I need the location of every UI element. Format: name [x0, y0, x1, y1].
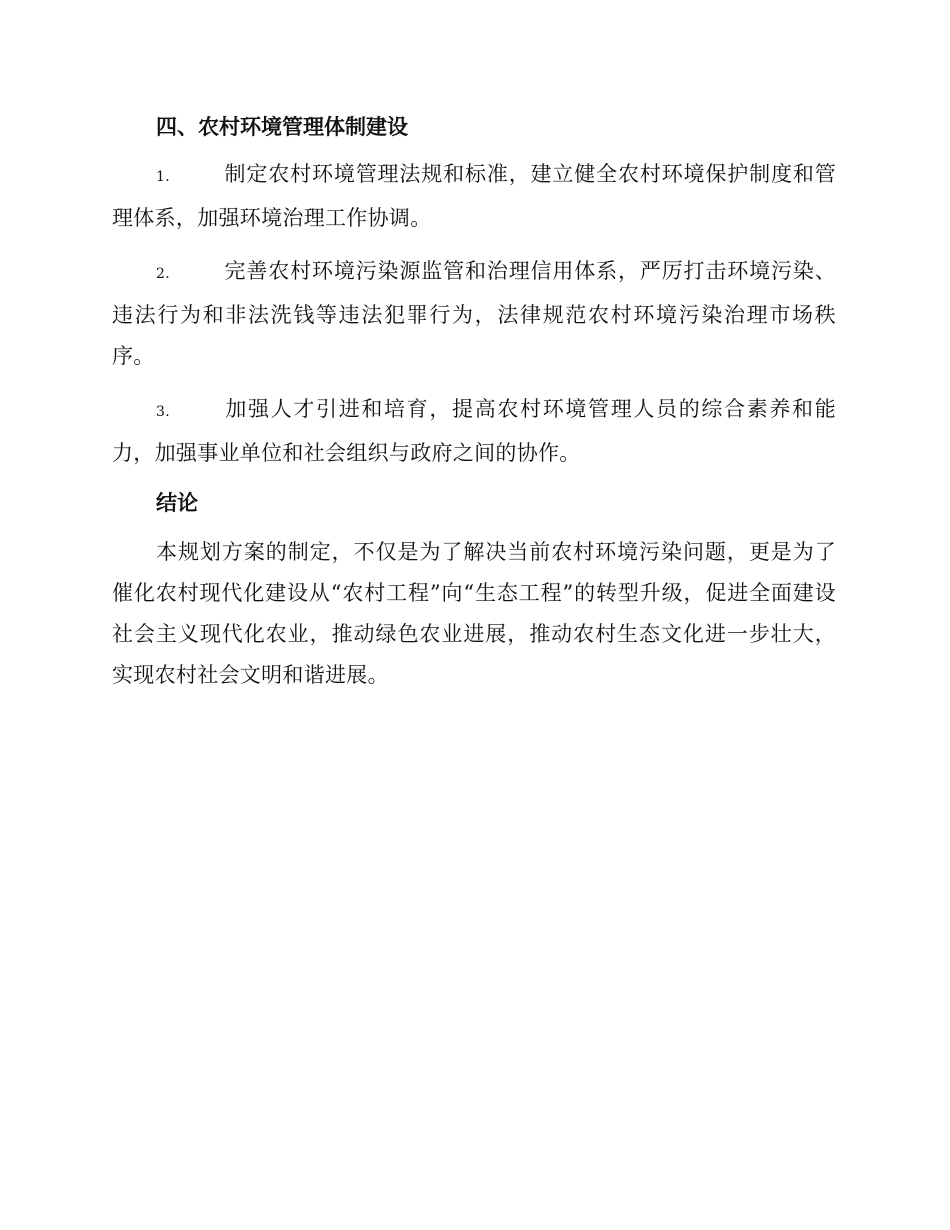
list-item-number: 1. [156, 169, 170, 185]
conclusion-heading: 结论 [156, 491, 198, 515]
list-item-number: 3. [156, 404, 170, 420]
section-heading: 四、农村环境管理体制建设 [156, 115, 408, 139]
list-item [112, 389, 836, 474]
conclusion-paragraph: 本规划方案的制定，不仅是为了解决当前农村环境污染问题，更是为了催化农村现代化建设从“农村工程”向“生态工程”的转型升级，促进全面建设社会主义现代化农业，推动绿色农业进展，推动农村生态文化进一步壮大，实现农村社会文明和谐进展。 [112, 540, 836, 687]
list-item [112, 251, 836, 377]
list-item [112, 154, 836, 239]
list-item-number: 2. [156, 266, 170, 282]
document-body [112, 110, 836, 696]
list-item-text: 制定农村环境管理法规和标准，建立健全农村环境保护制度和管理体系，加强环境治理工作协调。 [112, 162, 836, 230]
list-item-text: 加强人才引进和培育，提高农村环境管理人员的综合素养和能力，加强事业单位和社会组织与政府之间的协作。 [112, 397, 836, 465]
list-item-text: 完善农村环境污染源监管和治理信用体系，严厉打击环境污染、违法行为和非法洗钱等违法犯罪行为，法律规范农村环境污染治理市场秩序。 [112, 259, 836, 368]
